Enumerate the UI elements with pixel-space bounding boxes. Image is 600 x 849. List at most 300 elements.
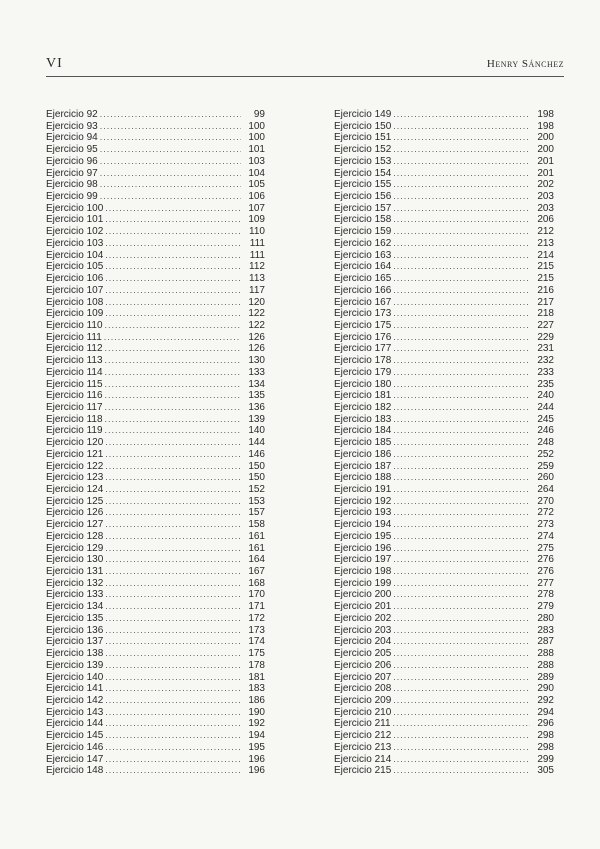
toc-entry[interactable]	[46, 343, 265, 355]
toc-entry-page: 194	[248, 730, 265, 742]
toc-entry[interactable]	[46, 730, 265, 742]
toc-entry[interactable]	[46, 695, 265, 707]
toc-entry-title: Ejercicio 197	[334, 554, 392, 566]
toc-entry[interactable]	[46, 554, 265, 566]
toc-entry[interactable]	[46, 238, 265, 250]
dot-leader	[393, 754, 530, 766]
toc-entry-title: Ejercicio 182	[334, 401, 392, 413]
toc-entry[interactable]	[46, 543, 265, 555]
toc-entry[interactable]	[334, 613, 554, 625]
toc-entry-page: 289	[537, 671, 554, 683]
toc-entry[interactable]	[46, 648, 265, 660]
dot-leader	[105, 297, 241, 309]
toc-entry[interactable]	[46, 308, 265, 320]
dot-leader	[393, 566, 530, 578]
toc-entry[interactable]	[334, 742, 554, 754]
toc-entry-title: Ejercicio 176	[334, 331, 392, 343]
toc-entry[interactable]	[334, 730, 554, 742]
dot-leader	[393, 461, 530, 473]
toc-entry-page: 161	[248, 530, 265, 542]
toc-entry-title: Ejercicio 166	[334, 284, 392, 296]
toc-entry-page: 100	[248, 120, 265, 132]
toc-entry[interactable]	[334, 273, 554, 285]
toc-entry-title: Ejercicio 214	[334, 753, 392, 765]
toc-entry[interactable]	[334, 203, 554, 215]
dot-leader	[393, 332, 530, 344]
toc-entry[interactable]	[46, 132, 265, 144]
dot-leader	[393, 343, 530, 355]
toc-entry[interactable]	[46, 461, 265, 473]
dot-leader	[104, 332, 241, 344]
toc-entry[interactable]	[334, 390, 554, 402]
toc-entry-title: Ejercicio 114	[46, 366, 103, 378]
toc-entry-page: 139	[248, 413, 265, 425]
toc-entry-page: 146	[248, 448, 265, 460]
dot-leader	[393, 437, 530, 449]
toc-entry-title: Ejercicio 95	[46, 144, 98, 156]
toc-entry[interactable]	[46, 320, 265, 332]
toc-entry[interactable]	[334, 472, 554, 484]
toc-entry[interactable]	[46, 191, 265, 203]
toc-entry[interactable]	[334, 402, 554, 414]
toc-entry-page: 122	[248, 308, 265, 320]
toc-entry[interactable]	[334, 261, 554, 273]
toc-entry-page: 203	[537, 191, 554, 203]
toc-entry[interactable]	[46, 636, 265, 648]
toc-entry-page: 296	[537, 718, 554, 730]
toc-entry[interactable]	[46, 531, 265, 543]
toc-entry[interactable]	[46, 742, 265, 754]
toc-entry-title: Ejercicio 121	[46, 448, 104, 460]
toc-entry[interactable]	[46, 109, 265, 121]
dot-leader	[105, 379, 241, 391]
toc-entry-title: Ejercicio 173	[334, 308, 392, 320]
toc-entry[interactable]	[334, 660, 554, 672]
toc-entry-title: Ejercicio 110	[46, 319, 103, 331]
dot-leader	[393, 297, 530, 309]
toc-entry-title: Ejercicio 139	[46, 659, 104, 671]
toc-entry-page: 161	[248, 542, 265, 554]
toc-entry[interactable]	[46, 484, 265, 496]
toc-entry[interactable]	[334, 250, 554, 262]
toc-entry-title: Ejercicio 202	[334, 612, 392, 624]
toc-entry-title: Ejercicio 135	[46, 612, 104, 624]
dot-leader	[393, 191, 530, 203]
dot-leader	[105, 461, 241, 473]
toc-entry-page: 213	[537, 237, 554, 249]
toc-entry[interactable]	[46, 250, 265, 262]
toc-entry[interactable]	[334, 707, 554, 719]
dot-leader	[105, 683, 241, 695]
toc-entry-page: 231	[537, 343, 554, 355]
toc-entry-title: Ejercicio 107	[46, 284, 104, 296]
dot-leader	[105, 203, 241, 215]
toc-entry-title: Ejercicio 201	[334, 601, 392, 613]
dot-leader	[105, 390, 241, 402]
toc-entry[interactable]	[334, 226, 554, 238]
dot-leader	[393, 402, 530, 414]
toc-entry-page: 227	[537, 319, 554, 331]
toc-entry-page: 117	[249, 284, 265, 296]
toc-entry-page: 167	[248, 566, 265, 578]
toc-entry[interactable]	[334, 683, 554, 695]
toc-entry[interactable]	[46, 332, 265, 344]
toc-entry-title: Ejercicio 127	[46, 519, 104, 531]
toc-entry-page: 264	[537, 484, 554, 495]
toc-entry-page: 198	[537, 120, 554, 132]
toc-entry[interactable]	[46, 144, 265, 156]
toc-entry-title: Ejercicio 124	[46, 484, 104, 495]
toc-entry[interactable]	[46, 179, 265, 191]
toc-entry-page: 173	[248, 624, 265, 636]
dot-leader	[105, 214, 241, 226]
toc-entry-title: Ejercicio 115	[46, 378, 103, 390]
toc-entry[interactable]	[46, 355, 265, 367]
toc-entry[interactable]	[46, 379, 265, 391]
toc-entry-title: Ejercicio 98	[46, 179, 98, 191]
dot-leader	[393, 320, 530, 332]
dot-leader	[105, 707, 241, 719]
toc-entry[interactable]	[334, 367, 554, 379]
toc-entry[interactable]	[334, 144, 554, 156]
toc-entry[interactable]	[334, 320, 554, 332]
toc-entry[interactable]	[334, 332, 554, 344]
dot-leader	[393, 531, 530, 543]
dot-leader	[393, 648, 530, 660]
dot-leader	[393, 379, 530, 391]
toc-entry-title: Ejercicio 125	[46, 495, 104, 507]
dot-leader	[105, 589, 241, 601]
toc-entry[interactable]	[334, 132, 554, 144]
toc-entry[interactable]	[334, 109, 554, 121]
toc-entry-page: 134	[248, 378, 265, 390]
toc-entry-page: 278	[537, 589, 554, 601]
toc-entry-page: 195	[248, 741, 265, 753]
dot-leader	[100, 132, 241, 144]
toc-entry[interactable]	[334, 214, 554, 226]
toc-entry[interactable]	[46, 297, 265, 309]
toc-entry-page: 104	[248, 167, 265, 179]
toc-entry[interactable]	[334, 414, 554, 426]
toc-entry-title: Ejercicio 126	[46, 507, 104, 519]
toc-entry-page: 109	[248, 214, 265, 226]
toc-entry[interactable]	[334, 672, 554, 684]
dot-leader	[393, 132, 530, 144]
toc-entry-page: 287	[537, 636, 554, 648]
toc-entry[interactable]	[46, 261, 265, 273]
toc-entry-page: 273	[537, 519, 554, 531]
toc-entry-title: Ejercicio 210	[334, 706, 392, 718]
toc-entry[interactable]	[334, 507, 554, 519]
dot-leader	[393, 390, 530, 402]
toc-entry[interactable]	[334, 648, 554, 660]
toc-entry-page: 275	[537, 542, 554, 554]
toc-entry-page: 105	[248, 179, 265, 191]
toc-entry-page: 192	[248, 718, 265, 730]
toc-entry[interactable]	[334, 636, 554, 648]
toc-entry[interactable]	[334, 191, 554, 203]
toc-entry-title: Ejercicio 155	[334, 179, 392, 191]
dot-leader	[393, 156, 530, 168]
dot-leader	[105, 718, 241, 730]
toc-entry[interactable]	[334, 543, 554, 555]
toc-entry-page: 106	[248, 191, 265, 203]
toc-entry[interactable]	[334, 238, 554, 250]
toc-entry-page: 215	[537, 261, 554, 273]
toc-entry-page: 212	[537, 226, 554, 238]
dot-leader	[393, 765, 530, 777]
toc-entry-title: Ejercicio 117	[46, 401, 103, 413]
toc-entry[interactable]	[334, 285, 554, 297]
toc-entry[interactable]	[46, 765, 265, 777]
toc-entry[interactable]	[334, 578, 554, 590]
toc-entry-title: Ejercicio 143	[46, 706, 104, 718]
page-number: VI	[46, 56, 63, 71]
toc-entry-page: 153	[248, 495, 265, 507]
dot-leader	[393, 109, 530, 121]
toc-entry[interactable]	[334, 437, 554, 449]
toc-entry-title: Ejercicio 180	[334, 378, 392, 390]
toc-entry-page: 136	[248, 401, 265, 413]
toc-entry[interactable]	[334, 297, 554, 309]
toc-entry[interactable]	[46, 472, 265, 484]
toc-entry[interactable]	[46, 425, 265, 437]
toc-entry-page: 252	[537, 448, 554, 460]
toc-entry-title: Ejercicio 142	[46, 694, 104, 706]
toc-entry-page: 288	[537, 659, 554, 671]
toc-entry[interactable]	[46, 718, 265, 730]
toc-entry[interactable]	[46, 390, 265, 402]
dot-leader	[393, 308, 530, 320]
toc-entry-title: Ejercicio 123	[46, 472, 104, 484]
toc-entry[interactable]	[334, 355, 554, 367]
toc-entry-title: Ejercicio 164	[334, 261, 392, 273]
dot-leader	[393, 203, 530, 215]
toc-entry[interactable]	[46, 625, 265, 637]
toc-entry-page: 181	[248, 671, 265, 683]
toc-entry[interactable]	[334, 531, 554, 543]
toc-entry-title: Ejercicio 183	[334, 413, 392, 425]
toc-entry-title: Ejercicio 156	[334, 191, 392, 203]
running-head-author: Henry Sánchez	[486, 58, 564, 70]
toc-entry-title: Ejercicio 104	[46, 249, 104, 261]
toc-entry-title: Ejercicio 128	[46, 530, 104, 542]
dot-leader	[105, 320, 241, 332]
dot-leader	[105, 636, 241, 648]
toc-entry[interactable]	[46, 168, 265, 180]
toc-entry-title: Ejercicio 147	[46, 753, 104, 765]
toc-entry[interactable]	[46, 285, 265, 297]
dot-leader	[105, 765, 241, 777]
toc-entry-page: 240	[537, 390, 554, 402]
toc-entry[interactable]	[334, 121, 554, 133]
toc-entry-page: 214	[537, 249, 554, 261]
toc-entry-page: 294	[537, 706, 554, 718]
dot-leader	[393, 695, 530, 707]
toc-entry[interactable]	[334, 308, 554, 320]
toc-entry-page: 150	[248, 460, 265, 472]
dot-leader	[105, 613, 241, 625]
toc-entry[interactable]	[334, 449, 554, 461]
toc-entry-page: 107	[248, 202, 265, 214]
toc-entry[interactable]	[46, 121, 265, 133]
toc-entry[interactable]	[334, 554, 554, 566]
toc-entry-title: Ejercicio 141	[46, 683, 104, 695]
dot-leader	[100, 191, 241, 203]
dot-leader	[105, 531, 241, 543]
toc-entry[interactable]	[46, 707, 265, 719]
toc-entry[interactable]	[334, 601, 554, 613]
toc-entry[interactable]	[46, 589, 265, 601]
toc-entry-page: 112	[249, 261, 265, 273]
dot-leader	[393, 601, 530, 613]
dot-leader	[393, 449, 530, 461]
toc-entry-title: Ejercicio 138	[46, 648, 104, 660]
dot-leader	[105, 660, 241, 672]
toc-entry[interactable]	[334, 379, 554, 391]
toc-entry[interactable]	[334, 156, 554, 168]
toc-entry[interactable]	[46, 449, 265, 461]
dot-leader	[393, 250, 530, 262]
toc-entry[interactable]	[334, 765, 554, 777]
toc-entry[interactable]	[334, 496, 554, 508]
toc-entry-page: 233	[537, 366, 554, 378]
toc-entry[interactable]	[46, 273, 265, 285]
toc-entry-title: Ejercicio 196	[334, 542, 392, 554]
toc-entry[interactable]	[334, 484, 554, 496]
toc-entry-title: Ejercicio 192	[334, 495, 392, 507]
toc-entry[interactable]	[46, 402, 265, 414]
toc-entry[interactable]	[46, 566, 265, 578]
toc-entry-page: 283	[537, 624, 554, 636]
toc-entry-page: 157	[248, 507, 265, 519]
toc-entry-title: Ejercicio 134	[46, 601, 104, 613]
toc-entry-title: Ejercicio 157	[334, 202, 392, 214]
toc-entry-page: 133	[248, 366, 265, 378]
dot-leader	[393, 472, 530, 484]
toc-entry[interactable]	[46, 683, 265, 695]
toc-entry[interactable]	[334, 625, 554, 637]
dot-leader	[393, 507, 530, 519]
toc-entry-page: 305	[537, 765, 554, 777]
toc-entry-title: Ejercicio 152	[334, 144, 392, 156]
toc-entry[interactable]	[46, 613, 265, 625]
toc-entry[interactable]	[46, 437, 265, 449]
toc-entry-page: 298	[537, 741, 554, 753]
toc-entry[interactable]	[46, 367, 265, 379]
toc-entry[interactable]	[334, 695, 554, 707]
dot-leader	[393, 660, 530, 672]
toc-entry-title: Ejercicio 215	[334, 765, 392, 777]
toc-entry-page: 150	[248, 472, 265, 484]
dot-leader	[105, 695, 241, 707]
toc-entry[interactable]	[46, 226, 265, 238]
toc-entry-title: Ejercicio 203	[334, 624, 392, 636]
dot-leader	[105, 754, 241, 766]
dot-leader	[105, 367, 241, 379]
toc-entry-page: 198	[537, 109, 554, 120]
dot-leader	[105, 285, 241, 297]
toc-entry[interactable]	[46, 601, 265, 613]
toc-entry-page: 99	[253, 109, 265, 120]
toc-entry-title: Ejercicio 109	[46, 308, 104, 320]
toc-entry-page: 259	[537, 460, 554, 472]
toc-entry-title: Ejercicio 118	[46, 413, 103, 425]
toc-entry[interactable]	[334, 589, 554, 601]
dot-leader	[393, 707, 530, 719]
toc-entry-title: Ejercicio 144	[46, 718, 104, 730]
toc-entry[interactable]	[46, 519, 265, 531]
toc-entry-title: Ejercicio 153	[334, 155, 392, 167]
toc-entry-title: Ejercicio 102	[46, 226, 104, 238]
dot-leader	[393, 543, 530, 555]
toc-entry[interactable]	[334, 519, 554, 531]
toc-entry[interactable]	[334, 343, 554, 355]
toc-entry-title: Ejercicio 148	[46, 765, 104, 777]
toc-entry[interactable]	[334, 754, 554, 766]
toc-entry-page: 113	[249, 273, 265, 285]
toc-entry-page: 196	[248, 765, 265, 777]
dot-leader	[393, 414, 530, 426]
dot-leader	[105, 672, 241, 684]
toc-entry-page: 190	[248, 706, 265, 718]
dot-leader	[105, 449, 241, 461]
toc-entry-title: Ejercicio 195	[334, 530, 392, 542]
toc-entry[interactable]	[334, 566, 554, 578]
toc-entry[interactable]	[334, 461, 554, 473]
dot-leader	[105, 566, 241, 578]
dot-leader	[393, 519, 530, 531]
dot-leader	[100, 156, 241, 168]
dot-leader	[105, 484, 241, 496]
toc-entry[interactable]	[46, 578, 265, 590]
toc-entry[interactable]	[46, 414, 265, 426]
toc-entry[interactable]	[46, 203, 265, 215]
toc-entry[interactable]	[46, 507, 265, 519]
toc-entry-page: 235	[537, 378, 554, 390]
dot-leader	[393, 672, 530, 684]
toc-entry-page: 101	[248, 144, 265, 156]
toc-entry-title: Ejercicio 159	[334, 226, 392, 238]
toc-entry[interactable]	[334, 425, 554, 437]
toc-entry-page: 103	[248, 155, 265, 167]
toc-entry[interactable]	[334, 718, 554, 730]
dot-leader	[105, 519, 241, 531]
dot-leader	[105, 437, 241, 449]
dot-leader	[393, 484, 530, 496]
dot-leader	[105, 648, 241, 660]
toc-entry-page: 203	[537, 202, 554, 214]
toc-entry[interactable]	[46, 660, 265, 672]
toc-entry-page: 260	[537, 472, 554, 484]
toc-entry[interactable]	[46, 754, 265, 766]
toc-entry-page: 200	[537, 144, 554, 156]
toc-entry-page: 175	[248, 648, 265, 660]
toc-entry[interactable]	[46, 156, 265, 168]
toc-entry-title: Ejercicio 145	[46, 730, 104, 742]
toc-entry-page: 201	[537, 155, 554, 167]
toc-entry-page: 248	[537, 437, 554, 449]
dot-leader	[393, 613, 530, 625]
toc-entry[interactable]	[46, 214, 265, 226]
toc-entry[interactable]	[334, 179, 554, 191]
toc-entry[interactable]	[46, 496, 265, 508]
toc-entry-title: Ejercicio 97	[46, 167, 98, 179]
toc-entry[interactable]	[334, 168, 554, 180]
dot-leader	[393, 589, 530, 601]
dot-leader	[105, 343, 241, 355]
toc-entry[interactable]	[46, 672, 265, 684]
